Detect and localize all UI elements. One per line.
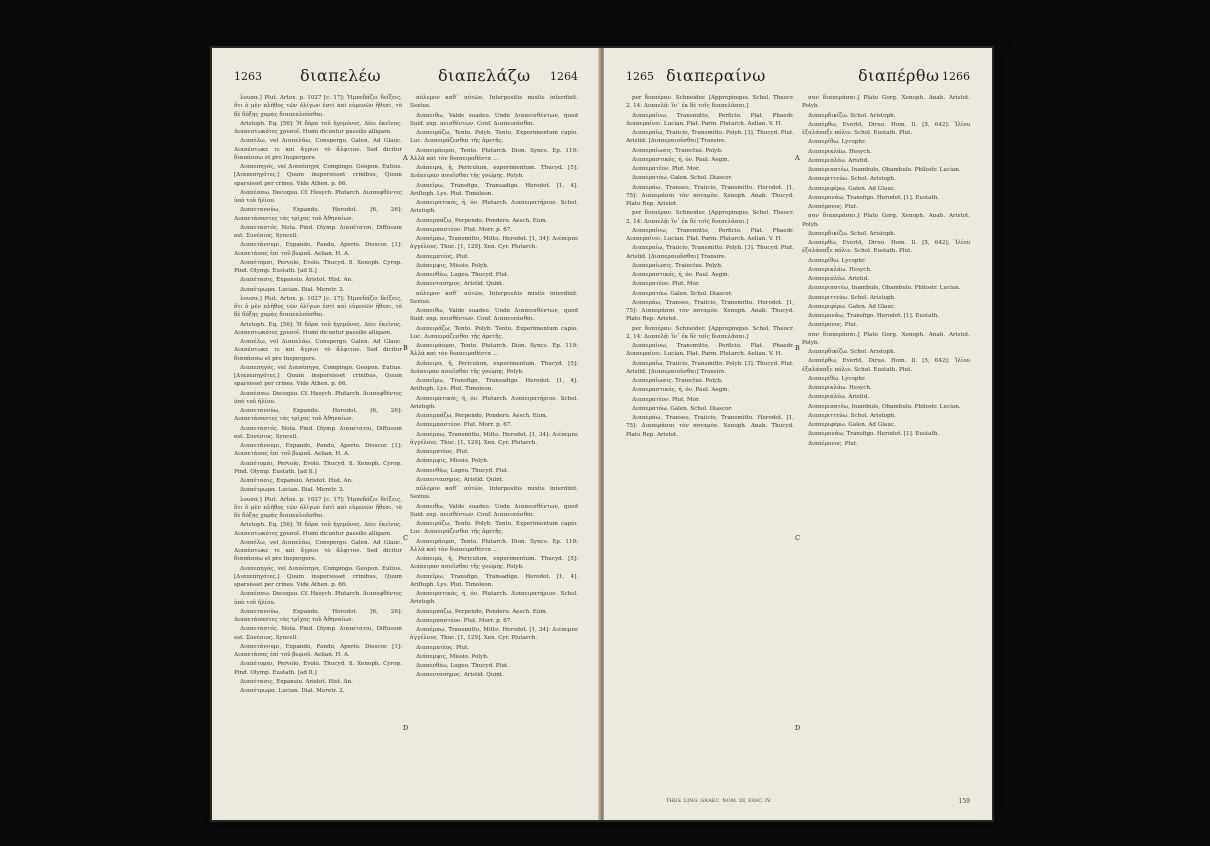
dictionary-entry: Διαπεριπατέω, Inambulo, Obambulo. Philostr. Lucian. [808,167,961,173]
dictionary-entry: Διαπεμπτέος. Plut. [416,449,470,455]
dictionary-entry: Διαπέσσω. Decoquo. Cf. Hesych. Plutarch. Διαπεφθέντες ὑπὸ τοῦ ἡλίου. [234,390,402,405]
dictionary-entry: Διαπετάννυμι, Expando, Pando, Aperio. Dioscor. [1]: Διαπετάσας ἐπὶ τοῦ βωμοῦ. Aelian. H. A. [234,242,402,257]
dictionary-entry: Διαπέσσω. Decoquo. Cf. Hesych. Plutarch. Διαπεφθέντες ὑπὸ τοῦ ἡλίου. [234,189,402,204]
dictionary-entry: Διαπεραίωσις. Traiectus. Polyb. [632,262,723,269]
dictionary-entry: Διαπεραίωσις. Traiectus. Polyb. [632,378,723,384]
right-page [604,48,992,820]
dictionary-entry: Διαπειρατικός, ή, όν. Plutarch. Διαπειρατήριον. Schol. Aristoph. [410,591,578,606]
dictionary-entry: Διαπειρατικός, ή, όν. Plutarch. Διαπειρατήριον. Schol. Aristoph. [410,200,578,215]
dictionary-entry: Διαπεπηγός, vel Διαπέπηγα, Compingo. Geopon. Eutius. [Διαπεπηγότες.] Quum inspersisset crinibus, Quum sparsisset per crines. Vide Athen. p. 66. [234,364,402,388]
column-divider: A B C D [403,154,409,732]
dictionary-entry: σαν διαπεράσαι.] Plato Gorg. Xenoph. Anab. Aristot. Polyb. [802,331,970,346]
dictionary-entry: Διαπεραίω, Traiicio, Transmitto. Polyb. [3]. Thucyd. Plut. Aristid. [Διαπεραιοῦσθαι] Transire. [626,360,794,375]
dictionary-entry: Διαπειράομαι, Tento. Plutarch. Dion. Syncs. Ep. 119: Ἀλλὰ καὶ τὸν διαπειραθέντα ... [410,538,578,553]
folio-number: 159 [958,798,970,805]
dictionary-entry: Διαπεῖρω, Transfigo, Transadigo. Herodot. [1, 4]. Αriſtoph. Lys. Plut. Timoleon. [410,378,578,393]
signature-line: THES. LING. GRAEC. NOM. III, FASC. IV. [666,798,772,804]
dictionary-entry: Διαπεραίνω, Transmitto, Perficio. Plat. Phaedr. Διαπεραίνει. Lucian. Plat. Parm. Plutarch. Aelian. V. H. [626,112,794,127]
dictionary-entry: Διαπεραίνω, Transmitto, Perficio. Plat. Phaedr. Διαπεραίνει. Lucian. Plat. Parm. Plutarch. Aelian. V. H. [626,227,794,242]
dictionary-entry: Διάπειρα, ἡ, Periculum, experimentum. Thucyd. [5]: Διάπειραν ποιεῖσθαι τῆς γνώμης. Polyb. [410,165,578,180]
dictionary-entry: Διαπεμπαστέον. Plut. Morr. p. 67. [416,422,513,429]
text-columns [234,94,578,794]
dictionary-entry: σαν διαπεράσαι.] Plato Gorg. Xenoph. Anab. Aristot. Polyb. [802,95,970,110]
dictionary-entry: Διαπέρονος. Plut. [808,204,858,210]
dictionary-entry: Διαπεμπτέος. Plut. [416,253,470,260]
dictionary-entry: Διάπεμψις, Missio. Polyb. [416,262,489,269]
page-number: 1263 [234,70,262,83]
dictionary-entry: Διαπεραίω, Traiicio, Transmitto. Polyb. [3]. Thucyd. Plut. Aristid. [Διαπεραιοῦσθαι] Transire. [626,130,794,145]
dictionary-entry: Διαπέτασις, Expansio. Aristot. Hist. An. [240,478,353,484]
running-headword: διαπέρθω [858,66,940,85]
dictionary-entry: per διαπέραν. Schneider. [Appropinquo. Schol. Theocr. 2, 14: Διαπελᾷ: ἵν᾽ ἐκ δὲ τοῖς διαπελᾶσαι.] [626,95,794,110]
dictionary-entry: Διαπεταστός. Nota. Pind. Olymp. Διαπέταται, Diffusum est. Συνέσιος. Syncell. [234,224,402,239]
dictionary-entry: λουσα.] Plut. Artox. p. 1027 [c. 17]: Ἡμπεδάζει δείξεις, ὅτι ὁ μὲν πλῆθος τῶν ὀλίγων ἐστὶ καὶ εὐμενῶν ἤθεσι, τὸ δὲ δόξης χαρὰς διαπεπλοῦσθαι. [234,295,402,319]
dictionary-entry: Διαπεράω, Transeo, Traiicio, Transmitto. Herodot. [1, 75]: Διαπεράσαι τὸν ποταμὸν. Xenoph. Anab. Thucyd. Plato Rep. Aristot. [626,299,794,323]
dictionary-entry: Διαπεριπατέω, Inambulo, Obambulo. Philostr. Lucian. [808,285,961,292]
dictionary-entry: Διαπειράζω, Tento. Polyb. Tento, Experimentum capio. Luc. Διαπειράζεσθαι τῆς ἀρετῆς. [410,521,578,536]
dictionary-entry: Διαπεταννύω, Expando. Herodot. [6, 26]: Διαπετάσαντες τὰς τρίχας τοῦ Ἀθηναίων. [234,608,402,623]
dictionary-entry: Διαπεντασημος. Aristid. Quint. [416,672,504,679]
text-column [234,94,402,794]
dictionary-entry: Διαπέρθω, Evertō, Diruo. Hom. Il. [5, 642]: Ἰλίου ἐξαλάπαξε πόλιν. Schol. Eustath. Plut. [802,358,970,373]
dictionary-entry: Διαπέμπω, Transmitto, Mitto. Herodot. [1, 34]: Διέπεμπε ἀγγέλους. Thuc. [1, 129]. Xen. Cyr. Plutarch. [410,431,578,446]
page-number: 1264 [550,70,578,83]
running-headword: διαπελάζω [438,66,531,85]
dictionary-entry: Διαπέρθω, Evertō, Diruo. Hom. Il. [5, 642]: Ἰλίου ἐξαλάπαξε πόλιν. Schol. Eustath. Plut. [802,240,970,255]
dictionary-entry: Aristoph. Eq. [56]: Ἡ δόρα τοῦ ἡγεμόνος. Δέει ἐκεῖνος. Διαπεπτωκότες χρυσοῖ. Homi dicuntur passilis alligare. [234,120,402,135]
dictionary-entry: Διαπέσσω. Decoquo. Cf. Hesych. Plutarch. Διαπεφθέντες ὑπὸ τοῦ ἡλίου. [234,591,402,606]
dictionary-entry: Διαπέτρωμα. Lucian. Dial. Meretr. 2. [240,286,345,293]
dictionary-entry: Διαπέρονος. Plut. [808,322,858,329]
dictionary-entry: Διαπέλω, vel Διαπελάω, Conspergo. Galen. Ad Glauc. Διαπέπτωκε τε καὶ ἄγριοι τὸ ἄλφιτον. Sed dicitur διαπάσσω et pro Inspergere. [234,138,402,161]
dictionary-entry: Διαπεραίω, Traiicio, Transmitto. Polyb. [3]. Thucyd. Plut. Aristid. [Διαπεραιοῦσθαι] Transire. [626,245,794,260]
dictionary-entry: Διαπεταστός. Nota. Pind. Olymp. Διαπέταται, Diffusum est. Συνέσιος. Syncell. [234,626,402,641]
dictionary-entry: Διαπεριπλέω. Aristid. [808,394,870,401]
dictionary-entry: Διαπερατόω. Galen. Schol. Diascor. [632,290,733,297]
dictionary-entry: Διαπεραστικός, ή, όν. Paul. Aegin. [632,156,730,163]
dictionary-entry: Διαπεῖρω, Transfigo, Transadigo. Herodot. [1, 4]. Αriſtoph. Lys. Plut. Timoleon. [410,182,578,197]
dictionary-entry: Διαπέτασις, Expansio. Aristot. Hist. An. [240,277,353,284]
dictionary-entry: Διαπέτομαι, Pervolo, Evolo. Thucyd. 8. Xenoph. Cyrop. Pind. Olymp. Eustath. [ad Il.] [234,259,402,274]
dictionary-entry: Διαπετάννυμι, Expando, Pando, Aperio. Dioscor. [1]: Διαπετάσας ἐπὶ τοῦ βωμοῦ. Aelian. H. A. [234,443,402,458]
dictionary-entry: Διαπειράζω, Tento. Polyb. Tento, Experimentum capio. Luc. Διαπειράζεσθαι τῆς ἀρετῆς. [410,325,578,340]
dictionary-entry: Διαπέρθω, Evertō, Diruo. Hom. Il. [5, 642]: Ἰλίου ἐξαλάπαξε πόλιν. Schol. Eustath. Plut. [802,121,970,136]
dictionary-entry: Διαπέλω, vel Διαπελάω, Conspergo. Galen. Ad Glauc. Διαπέπτωκε τε καὶ ἄγριοι τὸ ἄλφιτον. Sed dicitur διαπάσσω et pro Inspergere. [234,339,402,362]
dictionary-entry: Διαπεριφέρω. Galen. Ad Glauc. [808,185,896,192]
page-number: 1266 [942,70,970,83]
dictionary-entry: Διαπεραστικός, ή, όν. Paul. Aegin. [632,272,730,278]
dictionary-entry: Διαπερδικίζω. Schol. Aristoph. [808,230,896,237]
dictionary-entry: Διαπέτομαι, Pervolo, Evolo. Thucyd. 8. Xenoph. Cyrop. Pind. Olymp. Eustath. [ad Il.] [234,661,402,676]
dictionary-entry: Διαπερίθω. Lycophr. [808,375,866,382]
dictionary-entry: Διαπέλω, vel Διαπελάω, Conspergo. Galen. Ad Glauc. Διαπέπτωκε τε καὶ ἄγριοι τὸ ἄλφιτον. Sed dicitur διαπάσσω et pro Inspergere. [234,539,402,563]
text-columns [626,94,970,794]
dictionary-entry: Διάπεμψις, Missio. Polyb. [416,458,489,465]
dictionary-entry: Διαπενθέω, Lugeo. Thucyd. Plut. [416,467,509,474]
dictionary-entry: Διαπέτρωμα. Lucian. Dial. Meretr. 2. [240,688,345,694]
dictionary-entry: Διαπεριττεύω. Schol. Aristoph. [808,412,896,419]
left-page-header [234,66,578,88]
dictionary-entry: Διαπειράομαι, Tento. Plutarch. Dion. Syncs. Ep. 119: Ἀλλὰ καὶ τὸν διαπειραθέντα ... [410,343,578,358]
dictionary-entry: Aristoph. Eq. [56]: Ἡ δόρα τοῦ ἡγεμόνος. Δέει ἐκεῖνος. Διαπεπτωκότες χρυσοῖ. Homi dicuntur passilis alligare. [234,522,402,537]
dictionary-entry: Διαπέτομαι, Pervolo, Evolo. Thucyd. 8. Xenoph. Cyrop. Pind. Olymp. Eustath. [ad Il.] [234,460,402,475]
dictionary-entry: Διαπερικλάω. Hesych. [808,385,872,391]
dictionary-entry: Διαπεραστικός, ή, όν. Paul. Aegin. [632,387,730,394]
dictionary-entry: Διαπενθέω, Lugeo. Thucyd. Plut. [416,272,509,278]
dictionary-entry: Διάπειρα, ἡ, Periculum, experimentum. Thucyd. [5]: Διάπειραν ποιεῖσθαι τῆς γνώμης. Polyb. [410,556,578,571]
dictionary-entry: Διαπερδικίζω. Schol. Aristoph. [808,349,896,355]
dictionary-entry: Διαπεπηγός, vel Διαπέπηγα, Compingo. Geopon. Eutius. [Διαπεπηγότες.] Quum inspersisset crinibus, Quum sparsisset per crines. Vide Athen. p. 66. [234,565,402,588]
dictionary-entry: Διαπερονάω, Transfigo. Herodot. [1]. Eustath. [808,431,940,438]
dictionary-entry: Διαπεντασημος. Aristid. Quint. [416,476,504,483]
dictionary-entry: Διαπεντασημος. Aristid. Quint. [416,281,504,288]
text-column [626,94,794,794]
dictionary-entry: per διαπέραν. Schneider. [Appropinquo. Schol. Theocr. 2, 14: Διαπελᾷ: ἵν᾽ ἐκ δὲ τοῖς διαπελᾶσαι.] [626,325,794,340]
dictionary-entry: Διαπερατέον. Plut. Mor. [632,166,700,172]
dictionary-entry: Διάπειρα, ἡ, Periculum, experimentum. Thucyd. [5]: Διάπειραν ποιεῖσθαι τῆς γνώμης. Polyb. [410,360,578,375]
dictionary-entry: Διαπερατόω. Galen. Schol. Diascor. [632,175,733,182]
dictionary-entry: Διαπερικλάω. Hesych. [808,148,872,155]
dictionary-entry: Διαπεράω, Transeo, Traiicio, Transmitto. Herodot. [1, 75]: Διαπεράσαι τὸν ποταμὸν. Xenoph. Anab. Thucyd. Plato Rep. Aristot. [626,184,794,207]
dictionary-entry: Διαπερατόω. Galen. Schol. Diascor. [632,405,733,412]
text-column [802,94,970,794]
dictionary-entry: Διαπεράω, Transeo, Traiicio, Transmitto. Herodot. [1, 75]: Διαπεράσαι τὸν ποταμὸν. Xenoph. Anab. Thucyd. Plato Rep. Aristot. [626,415,794,438]
dictionary-entry: Διαπετάννυμι, Expando, Pando, Aperio. Dioscor. [1]: Διαπετάσας ἐπὶ τοῦ βωμοῦ. Aelian. H. A. [234,643,402,658]
dictionary-entry: Διαπεριφέρω. Galen. Ad Glauc. [808,303,896,310]
dictionary-entry: πόλεμον καθ᾽ αὐτῶν, Interpositis mixtis interdixit. Sextus. [410,486,578,501]
page-number: 1265 [626,70,654,83]
dictionary-entry: Διαπέτρωμα. Lucian. Dial. Meretr. 2. [240,487,345,494]
dictionary-entry: Διαπειράομαι, Tento. Plutarch. Dion. Syncs. Ep. 119: Ἀλλὰ καὶ τὸν διαπειραθέντα ... [410,147,578,162]
dictionary-entry: Διαπεμπάζω, Perpendo, Pondero. Aesch. Eum. [416,413,548,419]
dictionary-entry: Διαπειθω, Valde suadeo. Unde Διαπεισθέντων, quod Suid. exp. πεισθέντων. Conf. Διαπεισάσθαι. [410,503,578,518]
dictionary-entry: Διαπεριπλέω. Aristid. [808,157,870,164]
dictionary-entry: σαν διαπεράσαι.] Plato Gorg. Xenoph. Anab. Aristot. Polyb. [802,213,970,228]
dictionary-entry: per διαπέραν. Schneider. [Appropinquo. Schol. Theocr. 2, 14: Διαπελᾷ: ἵν᾽ ἐκ δὲ τοῖς διαπελᾶσαι.] [626,210,794,225]
dictionary-entry: Διαπεμπαστέον. Plut. Morr. p. 67. [416,226,513,233]
left-page [212,48,600,820]
book-spread [212,48,992,820]
dictionary-entry: Διαπεμπάζω, Perpendo, Pondero. Aesch. Eum. [416,217,548,224]
dictionary-entry: Διαπεριπατέω, Inambulo, Obambulo. Philostr. Lucian. [808,403,961,410]
column-divider: A B C D [795,154,801,732]
dictionary-entry: πόλεμον καθ᾽ αὐτῶν, Interpositis mixtis interdixit. Sextus. [410,290,578,305]
dictionary-entry: Διαπειθω, Valde suadeo. Unde Διαπεισθέντων, quod Suid. exp. πεισθέντων. Conf. Διαπεισάσθαι. [410,112,578,127]
dictionary-entry: Διάπεμψις, Missio. Polyb. [416,653,489,660]
dictionary-entry: Διαπειθω, Valde suadeo. Unde Διαπεισθέντων, quod Suid. exp. πεισθέντων. Conf. Διαπεισάσθαι. [410,308,578,323]
dictionary-entry: Διαπέμπω, Transmitto, Mitto. Herodot. [1, 34]: Διέπεμπε ἀγγέλους. Thuc. [1, 129]. Xen. Cyr. Plutarch. [410,627,578,642]
dictionary-entry: Διαπεμπαστέον. Plut. Morr. p. 67. [416,617,513,624]
page-footer [626,798,970,808]
dictionary-entry: Διαπεριπλέω. Aristid. [808,276,870,282]
dictionary-entry: Διαπεταννύω, Expando. Herodot. [6, 26]: Διαπετάσαντες τὰς τρίχας τοῦ Ἀθηναίων. [234,207,402,222]
dictionary-entry: Διαπεριττεύω. Schol. Aristoph. [808,176,896,183]
dictionary-entry: Διαπερδικίζω. Schol. Aristoph. [808,112,896,119]
dictionary-entry: Διαπεταστός. Nota. Pind. Olymp. Διαπέταται, Diffusum est. Συνέσιος. Syncell. [234,425,402,440]
text-column [410,94,578,794]
dictionary-entry: Διαπέτασις, Expansio. Aristot. Hist. An. [240,678,353,685]
dictionary-entry: Διαπέμπω, Transmitto, Mitto. Herodot. [1, 34]: Διέπεμπε ἀγγέλους. Thuc. [1, 129]. Xen. Cyr. Plutarch. [410,236,578,251]
dictionary-entry: Διαπερικλάω. Hesych. [808,266,872,273]
dictionary-entry: Διαπερονάω, Transfigo. Herodot. [1]. Eustath. [808,313,940,319]
dictionary-entry: Διαπεριττεύω. Schol. Aristoph. [808,294,896,301]
dictionary-entry: Διαπεριφέρω. Galen. Ad Glauc. [808,422,896,428]
dictionary-entry: Διαπερίθω. Lycophr. [808,257,866,264]
dictionary-entry: Διαπεῖρω, Transfigo, Transadigo. Herodot. [1, 4]. Αriſtoph. Lys. Plut. Timoleon. [410,573,578,588]
running-headword: διαπεραίνω [666,66,766,85]
dictionary-entry: Διαπειράζω, Tento. Polyb. Tento, Experimentum capio. Luc. Διαπειράζεσθαι τῆς ἀρετῆς. [410,130,578,145]
running-headword: διαπελέω [300,66,381,85]
dictionary-entry: Διαπερονάω, Transfigo. Herodot. [1]. Eustath. [808,194,940,201]
dictionary-entry: Διαπερίθω. Lycophr. [808,139,866,146]
dictionary-entry: Διαπεπηγός, vel Διαπέπηγα, Compingo. Geopon. Eutius. [Διαπεπηγότες.] Quum inspersisset crinibus, Quum sparsisset per crines. Vide Athen. p. 66. [234,164,402,187]
dictionary-entry: Διαπεραίνω, Transmitto, Perficio. Plat. Phaedr. Διαπεραίνει. Lucian. Plat. Parm. Plutarch. Aelian. V. H. [626,343,794,358]
dictionary-entry: Διαπειρατικός, ή, όν. Plutarch. Διαπειρατήριον. Schol. Aristoph. [410,395,578,410]
dictionary-entry: πόλεμον καθ᾽ αὐτῶν, Interpositis mixtis interdixit. Sextus. [410,95,578,110]
dictionary-entry: Διαπεραίωσις. Traiectus. Polyb. [632,147,723,154]
right-page-header [626,66,970,88]
dictionary-entry: Διαπερατέον. Plut. Mor. [632,281,700,288]
dictionary-entry: λουσα.] Plut. Artox. p. 1027 [c. 17]: Ἡμπεδάζει δείξεις, ὅτι ὁ μὲν πλῆθος τῶν ὀλίγων ἐστὶ καὶ εὐμενῶν ἤθεσι, τὸ δὲ δόξης χαρὰς διαπεπλοῦσθαι. [234,496,402,519]
dictionary-entry: Διαπέρονος. Plut. [808,440,858,447]
dictionary-entry: Διαπεμπτέος. Plut. [416,644,470,651]
dictionary-entry: Διαπεταννύω, Expando. Herodot. [6, 26]: Διαπετάσαντες τὰς τρίχας τοῦ Ἀθηναίων. [234,408,402,423]
dictionary-entry: Aristoph. Eq. [56]: Ἡ δόρα τοῦ ἡγεμόνος. Δέει ἐκεῖνος. Διαπεπτωκότες χρυσοῖ. Homi dicuntur passilis alligare. [234,321,402,336]
dictionary-entry: Διαπενθέω, Lugeo. Thucyd. Plut. [416,663,509,669]
dictionary-entry: Διαπεμπάζω, Perpendo, Pondero. Aesch. Eum. [416,608,548,615]
dictionary-entry: λουσα.] Plut. Artox. p. 1027 [c. 17]: Ἡμπεδάζει δείξεις, ὅτι ὁ μὲν πλῆθος τῶν ὀλίγων ἐστὶ καὶ εὐμενῶν ἤθεσι, τὸ δὲ δόξης χαρὰς διαπεπλοῦσθαι. [234,95,402,118]
dictionary-entry: Διαπερατέον. Plut. Mor. [632,396,700,403]
